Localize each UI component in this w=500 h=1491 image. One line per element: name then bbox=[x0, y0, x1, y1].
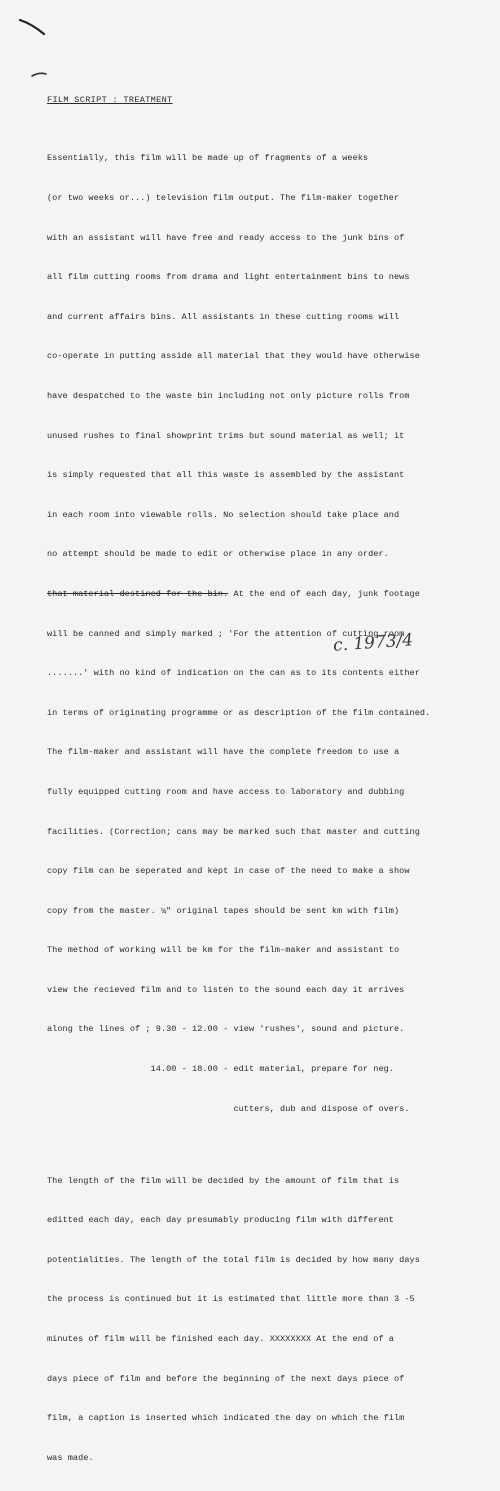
text-line-25: cutters, dub and dispose of overs. bbox=[47, 1103, 410, 1114]
text-line-21: The method of working will be km for the film-maker and assistant to bbox=[47, 945, 400, 956]
text-line-24: 14.00 - 18.00 - edit material, prepare for neg. bbox=[47, 1064, 394, 1075]
text-line-12-wrap bbox=[47, 588, 477, 601]
text-line-32: film, a caption is inserted which indicated the day on which the film bbox=[47, 1413, 405, 1424]
text-line-2: (or two weeks or...) television film output. The film-maker together bbox=[47, 193, 400, 203]
text-line-7: have despatched to the waste bin including not only picture rolls from bbox=[47, 390, 410, 401]
text-line-18: facilities. (Correction; cans may be marked such that master and cutting bbox=[47, 826, 420, 837]
text-line-5: and current affairs bins. All assistants in these cutting rooms will bbox=[47, 311, 400, 322]
text-line-26: The length of the film will be decided by the amount of film that is bbox=[47, 1175, 400, 1186]
document-title: FILM SCRIPT : TREATMENT bbox=[47, 95, 173, 105]
text-line-30: minutes of film will be finished each day. XXXXXXXX At the end of a bbox=[47, 1334, 394, 1345]
text-line-10: in each room into viewable rolls. No selection should take place and bbox=[47, 509, 400, 520]
text-line-9: is simply requested that all this waste is assembled by the assistant bbox=[47, 470, 405, 481]
text-line-19: copy film can be seperated and kept in case of the need to make a show bbox=[47, 866, 410, 877]
text-line-6: co-operate in putting asside all material that they would have otherwise bbox=[47, 351, 420, 362]
text-line-20: copy from the master. ¼" original tapes should be sent km with film) bbox=[47, 905, 400, 916]
staple-mark-top bbox=[18, 16, 48, 38]
text-line-33: was made. bbox=[47, 1452, 94, 1463]
text-line-8: unused rushes to final showprint trims but sound material as well; it bbox=[47, 430, 405, 441]
handwritten-date: c. 1973/4 bbox=[332, 630, 414, 656]
struck-text: that material destined for the bin. bbox=[47, 588, 229, 599]
text-line-29: the process is continued but it is estimated that little more than 3 -5 bbox=[47, 1294, 415, 1305]
text-line-16: The film-maker and assistant will have the complete freedom to use a bbox=[47, 747, 400, 758]
text-line-17: fully equipped cutting room and have access to laboratory and dubbing bbox=[47, 786, 405, 797]
text-line-3: with an assistant will have free and ready access to the junk bins of bbox=[47, 232, 405, 243]
text-line-1: Essentially, this film will be made up of fragments of a weeks bbox=[47, 153, 369, 164]
text-line-12: At the end of each day, junk footage bbox=[233, 588, 420, 599]
text-line-23: along the lines of ; 9.30 - 12.00 - view 'rushes', sound and picture. bbox=[47, 1024, 405, 1035]
text-line-15: in terms of originating programme or as description of the film contained. bbox=[47, 707, 431, 718]
paragraph-gap bbox=[47, 1142, 477, 1148]
text-line-14: .......' with no kind of indication on the can as to its contents either bbox=[47, 668, 420, 679]
document-body bbox=[47, 126, 477, 1491]
staple-mark-side bbox=[30, 68, 50, 80]
text-line-4: all film cutting rooms from drama and light entertainment bins to news bbox=[47, 272, 410, 283]
text-line-13: will be canned and simply marked ; 'For the attention of cutting room bbox=[47, 628, 405, 639]
text-line-31: days piece of film and before the beginning of the next days piece of bbox=[47, 1373, 405, 1384]
text-line-11: no attempt should be made to edit or otherwise place in any order. bbox=[47, 549, 389, 560]
text-line-27: editted each day, each day presumably producing film with different bbox=[47, 1215, 394, 1226]
text-line-28: potentialities. The length of the total film is decided by how many days bbox=[47, 1254, 420, 1265]
text-line-22: view the recieved film and to listen to the sound each day it arrives bbox=[47, 984, 405, 995]
